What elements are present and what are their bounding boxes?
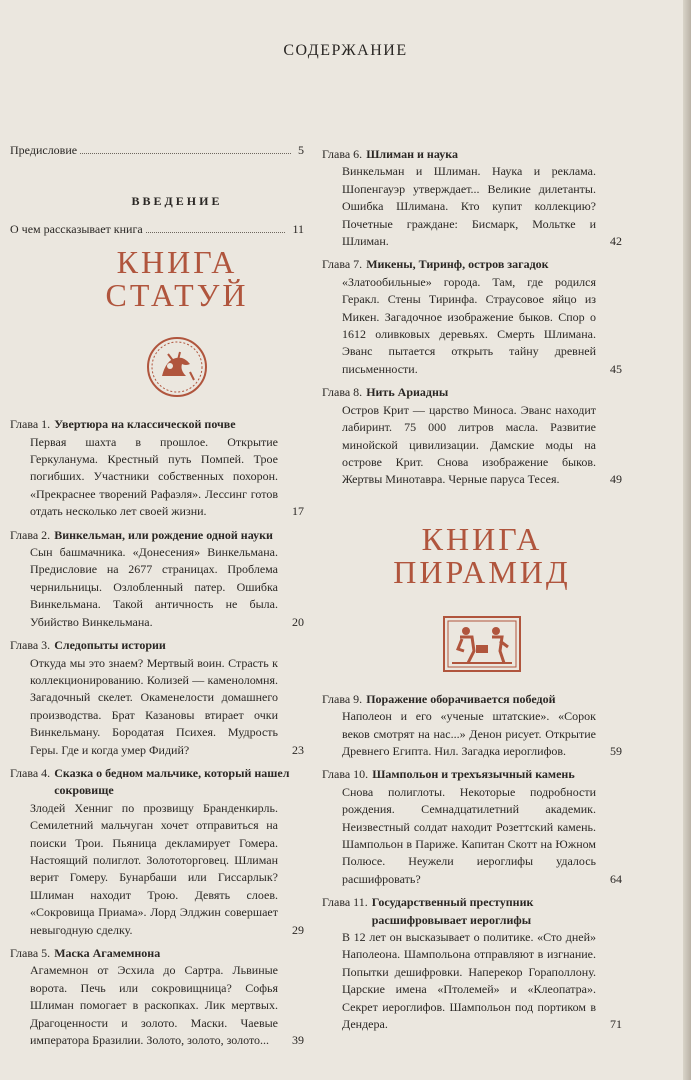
toc-chapter[interactable]	[10, 637, 304, 759]
toc-chapter[interactable]	[322, 256, 622, 378]
chapter-list-left	[10, 416, 304, 1049]
chapter-body	[10, 544, 304, 631]
toc-entry-text: О чем рассказывает книга	[10, 221, 143, 236]
book-title-line: КНИГА	[421, 520, 543, 557]
section-title-intro: ВВЕДЕНИЕ	[131, 194, 223, 209]
toc-chapter[interactable]	[322, 894, 622, 1033]
seal-icon	[50, 336, 304, 398]
chapter-body	[10, 962, 304, 1049]
chapter-number: Глава 7.	[322, 257, 363, 272]
chapter-number: Глава 8.	[322, 385, 363, 400]
chapter-heading	[322, 691, 622, 708]
toc-chapter[interactable]	[10, 765, 304, 939]
chapter-summary: Первая шахта в прошлое. Открытие Геркуланума. Крестный путь Помпей. Трое погибших. Участники собственных похорон. «Прекраснее творений Рафаэля». Лессинг готов отдать несколько лет своей жизни.	[30, 434, 278, 519]
chapter-title: Шлиман и наука	[366, 147, 458, 161]
chapter-title: Шампольон и трехъязычный камень	[372, 767, 575, 782]
chapter-heading	[322, 384, 622, 401]
chapter-number: Глава 9.	[322, 691, 363, 706]
chapter-body	[322, 163, 622, 250]
toc-page-number: 20	[292, 614, 304, 629]
chapter-title: Винкельман, или рождение одной науки	[54, 527, 273, 542]
chapter-summary: Сын башмачника. «Донесения» Винкельмана. Предисловие на 2677 страницах. Проблема чернильницы. Озлобленный патер. Ошибка Винкельмана. Такой античность не была. Убийство Винкельмана.	[30, 545, 278, 629]
chapter-number: Глава 11.	[322, 895, 368, 910]
chapter-number: Глава 6.	[322, 147, 363, 161]
chapter-body	[322, 708, 622, 760]
chapter-heading	[10, 527, 304, 544]
toc-chapter[interactable]	[322, 691, 622, 761]
toc-page-number: 71	[610, 1017, 622, 1032]
chapter-summary: В 12 лет он высказывает о политике. «Сто дней» Наполеона. Шампольона отправляют в изгнание. Попытки дешифровки. Наперекор Гораполлону. Царские имена «Птолемей» и «Клеопатра». Секрет иероглифов. Шампольон под портиком в Дендера.	[342, 930, 596, 1032]
dot-leader	[80, 153, 291, 154]
chapter-title: Следопыты истории	[54, 638, 166, 653]
chapter-list-right-top	[322, 146, 622, 489]
toc-page-number: 17	[292, 504, 304, 519]
book-title-statues	[50, 246, 304, 312]
chapter-summary: Наполеон и его «ученые штатские». «Сорок веков смотрят на нас...» Денон рисует. Открытие Древнего Египта. Нил. Загадка иероглифов.	[342, 709, 596, 758]
chapter-title: Поражение оборачивается победой	[366, 691, 556, 706]
chapter-title: Сказка о бедном мальчике, который нашел сокровище	[54, 765, 290, 798]
chapter-number: Глава 10.	[322, 767, 369, 782]
chapter-heading	[10, 945, 304, 962]
chapter-heading	[10, 765, 304, 800]
chapter-body	[322, 784, 622, 888]
chapter-body	[322, 402, 622, 489]
book-title-line: СТАТУЙ	[105, 277, 249, 314]
toc-page-number: 49	[610, 472, 622, 487]
chapter-heading	[10, 416, 304, 433]
toc-right-column	[322, 146, 622, 1039]
toc-page-number: 42	[610, 234, 622, 249]
toc-page-number: 29	[292, 922, 304, 937]
chapter-summary: Откуда мы это знаем? Мертвый воин. Страсть к коллекционированию. Колизей — каменоломня. Загадочный скелет. Окаменелости домашнего производства. Брат Казановы втирает очки Винкельману. Бородатая Психея. Мудрость Геры. Где и когда умер Фидий?	[30, 655, 278, 757]
toc-page-number: 39	[292, 1033, 304, 1048]
chapter-body	[322, 274, 622, 378]
toc-page-number: 11	[292, 221, 304, 236]
chapter-summary: Агамемнон от Эсхила до Сартра. Львиные ворота. Печь или сокровищница? Софья Шлиман помогает в раскопках. Лик мертвых. Драгоценности и золото. Маски. Чаевые императора Бразилии. Золото, золото, золото...	[30, 963, 278, 1048]
chapter-summary: Винкельман и Шлиман. Наука и реклама. Шопенгауэр утверждает... Великие дилетанты. Ошибка Шлимана. Кто купит коллекцию? Почетные граждане: Бисмарк, Мольтке и Шлиман.	[342, 164, 596, 249]
toc-entry-preface[interactable]	[10, 142, 304, 159]
chapter-number: Глава 5.	[10, 946, 51, 960]
toc-entry-intro[interactable]	[10, 221, 304, 238]
toc-page-number: 5	[298, 143, 304, 157]
chapter-number: Глава 4.	[10, 765, 51, 780]
chapter-number: Глава 1.	[10, 417, 51, 432]
page-edge	[683, 0, 691, 1080]
chapter-title: Маска Агамемнона	[54, 946, 161, 960]
chapter-list-right-bottom	[322, 691, 622, 1034]
toc-chapter[interactable]	[322, 384, 622, 488]
book-title-line: КНИГА	[116, 244, 238, 281]
chapter-heading	[322, 894, 622, 929]
toc-left-column	[10, 142, 304, 1055]
dot-leader	[146, 232, 286, 233]
chapter-heading	[322, 766, 622, 783]
toc-chapter[interactable]	[10, 416, 304, 520]
toc-chapter[interactable]	[10, 945, 304, 1049]
toc-page-number: 45	[610, 361, 622, 376]
book-title-line: ПИРАМИД	[393, 553, 571, 590]
chapter-summary: «Златообильные» города. Там, где родился Геракл. Стены Тиринфа. Страусовое яйцо из Микен. Загадочное изображение быков. Спор о 1612 оливковых деревьях. Смерть Шлимана. Эванс пытается открыть тайну древней письменности.	[342, 274, 596, 376]
chapter-heading	[322, 146, 622, 163]
toc-page-number: 23	[292, 742, 304, 757]
toc-entry-text: Предисловие	[10, 143, 78, 157]
chapter-heading	[322, 256, 622, 273]
chapter-number: Глава 3.	[10, 638, 51, 653]
chapter-summary: Снова полиглоты. Некоторые подробности рождения. Семнадцатилетний академик. Неизвестный солдат находит Розеттский камень. Шампольон в Париже. Капитан Скотт на Южном Полюсе. Неужели иероглифы удалось расшифровать?	[342, 784, 596, 886]
chapter-summary: Злодей Хенниг по прозвищу Бранденкирль. Семилетний мальчуган хочет отправиться на поиски Трои. Пьяница декламирует Гомера. Настоящий полиглот. Золототорговец. Шлиман верит Гомеру. Бунарбаши или Гиссарлык? Шлиман находит Трою. Девять слоев. «Сокровища Приама». Лорд Элджин совершает невыгодную сделку.	[30, 800, 278, 937]
chapter-title: Государственный преступник расшифровывает иероглифы	[371, 895, 534, 927]
chapter-summary: Остров Крит — царство Миноса. Эванс находит лабиринт. 75 000 литров масла. Развитие минойской цивилизации. Дамские моды на острове Крит. Снова изображение быков. Жертвы Минотавра. Черные паруса Тесея.	[342, 402, 596, 487]
toc-chapter[interactable]	[322, 146, 622, 250]
chapter-body	[322, 929, 622, 1033]
chapter-title: Нить Ариадны	[366, 385, 449, 400]
toc-page-number: 59	[610, 743, 622, 758]
chapter-title: Микены, Тиринф, остров загадок	[366, 257, 549, 272]
chapter-number: Глава 2.	[10, 527, 51, 542]
book-title-pyramids	[342, 520, 622, 590]
chapter-body	[10, 434, 304, 521]
toc-chapter[interactable]	[10, 527, 304, 631]
chapter-body	[10, 655, 304, 759]
chapter-title: Увертюра на классической почве	[54, 417, 236, 432]
toc-chapter[interactable]	[322, 766, 622, 888]
page-title: СОДЕРЖАНИЕ	[283, 42, 408, 59]
toc-page-number: 64	[610, 871, 622, 886]
chapter-heading	[10, 637, 304, 654]
chapter-body	[10, 800, 304, 939]
scribes-icon	[342, 615, 622, 673]
